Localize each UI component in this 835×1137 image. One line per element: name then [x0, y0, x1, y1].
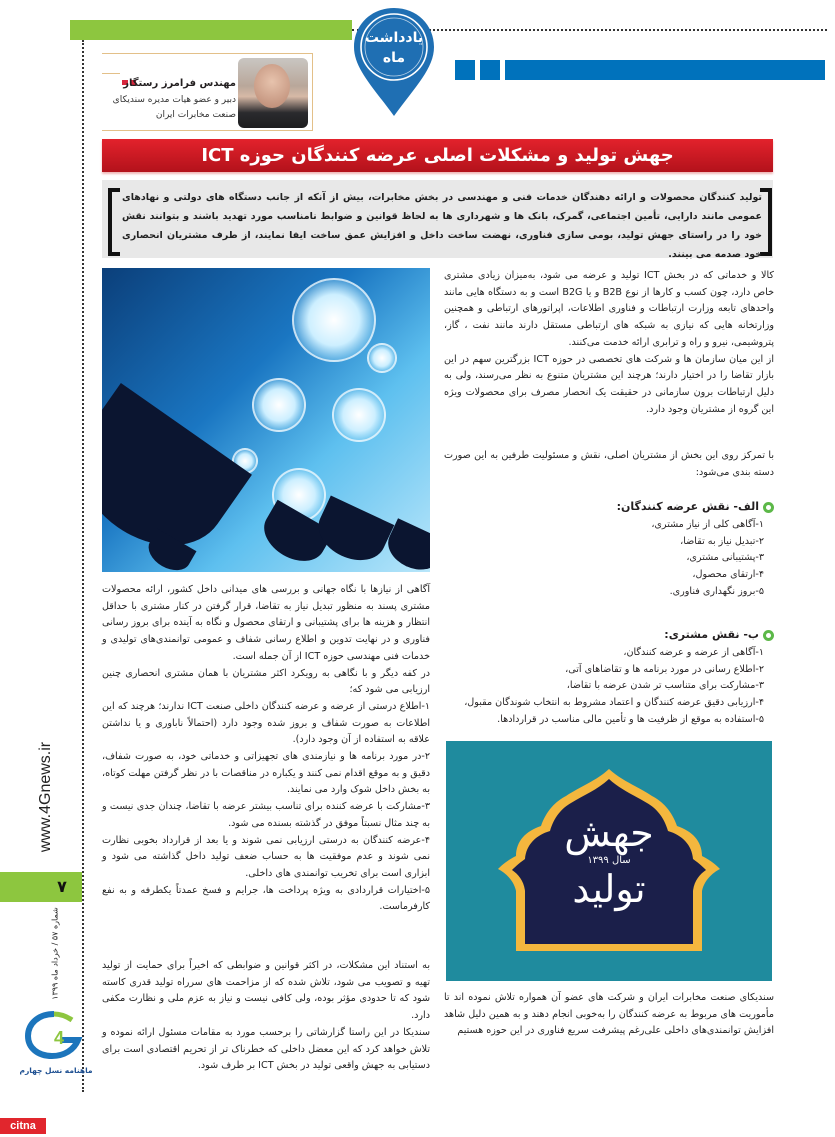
section-heading-text: ب- نقش مشتری: [664, 628, 759, 641]
body-paragraph: سندیکای صنعت مخابرات ایران و شرکت های عضو آن همواره تلاش نموده اند تا مأموریت های مربوط به عرضه کنندگان را به‌خوبی انجام دهند و به همین دلیل شاهد افزایش توانمندی‌های داخلی علی‌رغم پیشرفت سریع فناوری در این حوزه هستیم [444, 992, 774, 1037]
green-bullet-icon [763, 502, 774, 513]
satellite-dishes-image [102, 268, 430, 572]
customer-role-list [444, 645, 774, 729]
section-heading [444, 628, 774, 641]
issue-info-text: شماره ۵۷ / خرداد ماه ۱۳۹۹ [50, 907, 60, 1000]
list-item: ۵-استفاده به موقع از ظرفیت ها و تأمین مالی مناسب در قراردادها. [497, 713, 764, 725]
list-item: ۱-آگاهی کلی از نیاز مشتری، [651, 519, 764, 530]
list-item: ۲-اطلاع رسانی در مورد برنامه ها و تقاضاهای آتی، [565, 663, 764, 675]
list-item: ۴-ارزیابی دقیق عرضه کنندگان و اعتماد مشروط به انتخاب شوندگان مقبول، [464, 697, 764, 709]
logo-caption: ماهنامه نسل چهارم [19, 1066, 93, 1075]
body-paragraph: به استناد این مشکلات، در اکثر قوانین و ضوابطی که اخیراً برای حمایت از تولید تهیه و تصویب می شود، تلاش شده که از مزاحمت های سرراه تولید قدری کاسته شود که تا حدودی مؤثر بوده، ولی کافی نیست و نیاز به عزم ملی و نظارت مکفی دارد. سندیکا در این راستا گزارشاتی را برحسب مورد به مقامات مسئول ارائه نموده و تلاش خواهد کرد که این معضل داخلی که خطرناک تر از تحریم اقتصادی است برای دستیابی به جهش واقعی تولید در بخش ICT بر طرف شود. [102, 960, 430, 1072]
emblem-text [446, 741, 772, 981]
header-blue-bar [505, 60, 825, 80]
website-url-text[interactable]: www.4Gnews.ir [37, 741, 54, 853]
emblem-word-jahesh: جهش [564, 811, 654, 855]
header-blue-square [455, 60, 475, 80]
section-heading-text: الف- نقش عرضه کنندگان: [616, 500, 759, 513]
website-url[interactable] [26, 730, 66, 870]
left-dotted-rule [82, 40, 84, 1092]
section-suppliers-role [444, 500, 774, 601]
green-bullet-icon [763, 630, 774, 641]
author-accent-marks [122, 70, 138, 75]
body-paragraph: کالا و خدماتی که در بخش ICT تولید و عرضه می شود، به‌میزان زیادی مشتری خاص دارد، چون کسب و کارها از نوع B2B و یا B2G است و به دستگاه هایی مانند واحدهای تابعه وزارت ارتباطات و فناوری اطلاعات، اپراتورهای ارتباطی و همچنین وزارتخانه هایی که نیازی به شبکه های ارتباطی مستقل دارند مانند نفت ، گاز، پتروشیمی، نیرو و راه و ترابری ارائه خدمت می‌کنند. از این میان سازمان ها و شرکت های تخصصی در حوزه ICT بزرگترین سهم در این بازار تقاضا را در اختیار دارند؛ هرچند این مشتریان متنوع به نظر می‌رسند، ولی به دلیل ارتباطات برون سازمانی در حقیقت یک انحصار مصرف برای محصولات ویژه این گروه از مشتریان وجود دارد. [444, 270, 775, 415]
globe-orb [332, 388, 386, 442]
list-item: ۵-بروز نگهداری فناوری. [669, 585, 764, 597]
column-badge [352, 28, 436, 68]
body-paragraph: آگاهی از نیازها با نگاه جهانی و بررسی های میدانی داخل کشور، ارائه محصولات مشتری پسند به منظور تبدیل نیاز به تقاضا، قرار گرفتن در کنار مشتری با حداقل انتظار و هزینه ها برای پشتیبانی و ارتقای محصول و نگاه به آینده برای بروز رسانی فناوری و در نهایت تدوین و اطلاع رسانی شفاف و عمومی توانمندی‌های تولیدی و خدمات فنی مهندسی حوزه ICT از آن جمله است. در کفه دیگر و با نگاهی به رویکرد اکثر مشتریان با همان مشتری انحصاری چنین ارزیابی می شود که؛ ۱-اطلاع درستی از عرضه و عرضه کنندگان داخلی صنعت ICT ندارند؛ هرچند که این اطلاعات به صورت شفاف و بروز شده وجود دارد (احتمالاً ناباوری و یا نداشتن علاقه به استفاده از آن وجود دارد). ۲-در مورد برنامه ها و نیازمندی های تجهیزاتی و خدماتی خود، به صورت شفاف، دقیق و به موقع اقدام نمی کنند و یکباره در مناقصات با در نظر گرفتن مهلت کوتاه، به بخش داخل شوک وارد می نمایند. ۳-مشارکت با عرضه کننده برای تناسب بیشتر عرضه با تقاضا، چندان جدی نیست و به چند مثال نسبتاً موفق در گذشته بسنده می شود. ۴-عرضه کنندگان به درستی ارزیابی نمی شوند و یا بعد از قرارداد بخوبی نظارت نمی شوند و عدم موفقیت ها به حساب ضعف تولید داخل گذاشته می شود و ابزاری است برای تخریب توانمندی های داخلی. ۵-اختیارات قراردادی به ویژه پرداخت ها، جرایم و فسخ عمدتاً یکطرفه و به نفع کارفرماست. [102, 584, 430, 913]
emblem-word-tolid: تولید [572, 867, 646, 911]
badge-line2: ماه [382, 50, 406, 66]
globe-orb [292, 278, 376, 362]
author-box-rule [102, 73, 120, 74]
production-leap-emblem-image [446, 741, 772, 981]
issue-info [40, 905, 70, 1010]
author-role: صنعت مخابرات ایران [155, 110, 236, 120]
list-item: ۳-پشتیبانی مشتری، [686, 552, 764, 564]
header-green-bar [70, 20, 352, 40]
article-title: جهش تولید و مشکلات اصلی عرضه کنندگان حوزه ICT [201, 145, 674, 166]
globe-orb [367, 343, 397, 373]
svg-text:4: 4 [54, 1028, 65, 1048]
list-item: ۲-تبدیل نیاز به تقاضا، [680, 535, 764, 547]
section-customer-role [444, 628, 774, 729]
author-name: مهندس فرامرز رستگار [123, 78, 236, 89]
author-role: دبیر و عضو هیات مدیره سندیکای [112, 95, 236, 105]
section-heading [444, 500, 774, 513]
supplier-role-list [444, 517, 774, 601]
list-item: ۱-آگاهی از عرضه و عرضه کنندگان، [623, 647, 764, 658]
author-photo [238, 58, 308, 128]
citna-watermark-logo: citna [0, 1118, 46, 1134]
article-lead: تولید کنندگان محصولات و ارائه دهندگان خدمات فنی و مهندسی در بخش مخابرات، بیش از آنکه از جانب دستگاه های دولتی و نهادهای عمومی مانند دارایی، تأمین اجتماعی، گمرک، بانک ها و شهرداری ها به لحاظ قوانین و ضوابط نامناسب مورد تهدید باشند و بتوانند نقش خود را در راستای جهش تولید، بومی سازی فناوری، نهضت ساخت داخل و افزایش عمق ساخت ایفا نمایند، از طرف مشتریان انحصاری خود صدمه می بینند. [122, 192, 762, 260]
header-blue-square [480, 60, 500, 80]
emblem-year: سال ۱۳۹۹ [587, 855, 631, 866]
body-paragraph: با تمرکز روی این بخش از مشتریان اصلی، نقش و مسئولیت طرفین به این صورت دسته بندی می‌شود: [444, 450, 774, 478]
quote-bracket-left-icon [108, 188, 120, 256]
4g-logo-icon [24, 1010, 84, 1060]
list-item: ۳-مشارکت برای متناسب تر شدن عرضه با تقاضا، [566, 680, 764, 692]
badge-line1: یادداشت [364, 30, 424, 46]
globe-orb [252, 378, 306, 432]
page-number: ۷ [57, 877, 67, 896]
author-portrait-head [254, 64, 290, 108]
list-item: ۴-ارتقای محصول، [692, 569, 764, 581]
